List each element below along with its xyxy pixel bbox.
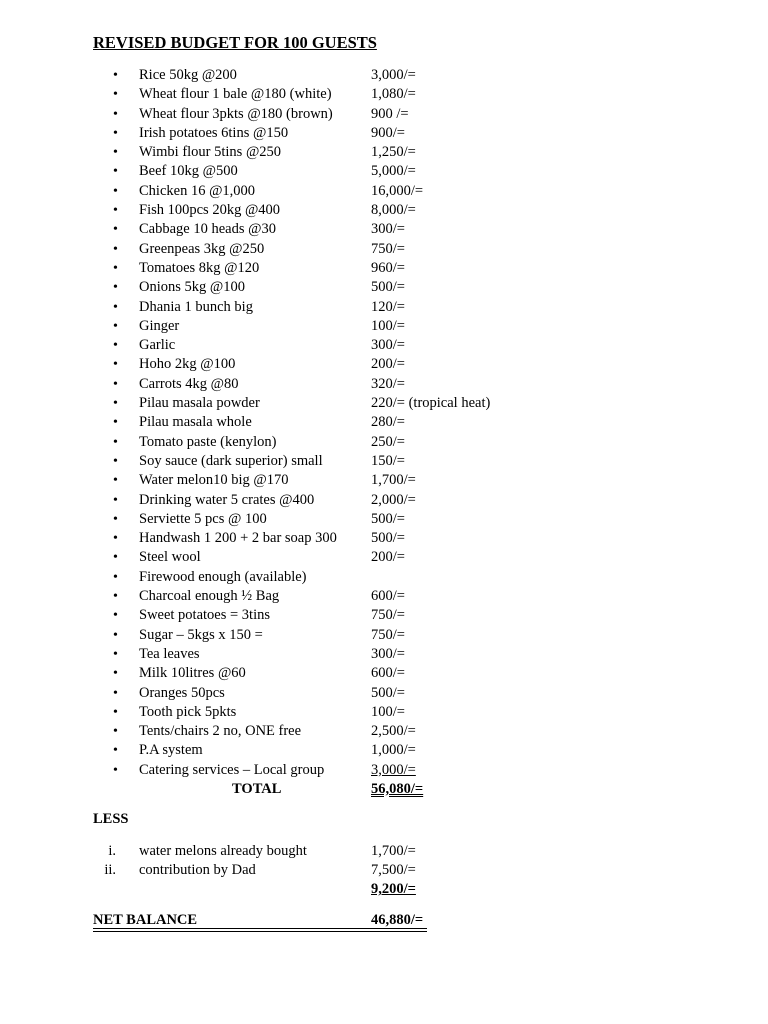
bullet-icon: •: [113, 203, 118, 219]
total-label: TOTAL: [232, 780, 282, 797]
budget-item-row: [0, 664, 768, 683]
budget-item-row: [0, 703, 768, 722]
budget-item-row: [0, 375, 768, 394]
deductions-subtotal: 9,200/=: [371, 881, 416, 897]
item-label: Ginger: [139, 317, 180, 334]
bullet-icon: •: [113, 531, 118, 547]
budget-item-row: [0, 124, 768, 143]
deductions-list: [0, 842, 768, 881]
item-amount: 600/=: [371, 588, 405, 605]
budget-item-row: [0, 220, 768, 239]
bullet-icon: •: [113, 434, 118, 450]
budget-item-row: [0, 240, 768, 259]
deduction-label: contribution by Dad: [139, 862, 256, 879]
item-label: Sugar – 5kgs x 150 =: [139, 626, 263, 643]
total-amount: 56,080/=: [371, 780, 424, 797]
budget-item-row: [0, 355, 768, 374]
item-label: Wheat flour 1 bale @180 (white): [139, 86, 332, 103]
total-row: [0, 780, 768, 799]
bullet-icon: •: [113, 145, 118, 161]
item-amount: 280/=: [371, 414, 405, 431]
item-label: Onions 5kg @100: [139, 279, 245, 296]
budget-item-row: [0, 433, 768, 452]
bullet-icon: •: [113, 511, 118, 527]
deduction-label: water melons already bought: [139, 843, 307, 859]
budget-item-list: [0, 66, 768, 799]
item-label: Garlic: [139, 337, 176, 354]
bullet-icon: •: [113, 260, 118, 276]
item-label: Firewood enough (available): [139, 568, 307, 585]
item-label: Oranges 50pcs: [139, 684, 225, 701]
bullet-icon: •: [113, 569, 118, 585]
item-label: Tents/chairs 2 no, ONE free: [139, 723, 302, 740]
bullet-icon: •: [113, 704, 118, 720]
budget-item-row: [0, 761, 768, 780]
budget-item-row: [0, 336, 768, 355]
bullet-icon: •: [113, 87, 118, 103]
item-amount: 100/=: [371, 703, 405, 720]
budget-item-row: [0, 143, 768, 162]
document-title: REVISED BUDGET FOR 100 GUESTS: [93, 33, 377, 52]
bullet-icon: •: [113, 666, 118, 682]
item-amount: 3,000/=: [371, 761, 416, 778]
bullet-icon: •: [113, 338, 118, 354]
item-label: Tomato paste (kenylon): [139, 433, 277, 450]
item-amount: 16,000/=: [371, 182, 424, 199]
bullet-icon: •: [113, 743, 118, 759]
bullet-icon: •: [113, 68, 118, 83]
item-amount: 750/=: [371, 240, 405, 257]
item-label: Pilau masala powder: [139, 395, 260, 412]
net-balance-label: NET BALANCE: [93, 912, 198, 928]
budget-item-row: [0, 182, 768, 201]
item-amount: 300/=: [371, 337, 405, 354]
budget-item-row: [0, 626, 768, 645]
budget-item-row: [0, 413, 768, 432]
item-amount: 1,000/=: [371, 742, 416, 759]
budget-item-row: [0, 529, 768, 548]
item-label: Catering services – Local group: [139, 761, 325, 778]
bullet-icon: •: [113, 492, 118, 508]
item-label: Soy sauce (dark superior) small: [139, 452, 323, 469]
bullet-icon: •: [113, 222, 118, 238]
item-label: Hoho 2kg @100: [139, 356, 236, 373]
item-label: Dhania 1 bunch big: [139, 298, 253, 315]
bullet-icon: •: [113, 280, 118, 296]
budget-item-row: [0, 568, 768, 587]
bullet-icon: •: [113, 550, 118, 566]
item-label: Handwash 1 200 + 2 bar soap 300: [139, 530, 337, 547]
bullet-icon: •: [113, 589, 118, 605]
budget-item-row: [0, 394, 768, 413]
item-amount: 500/=: [371, 510, 405, 527]
item-amount: 200/=: [371, 356, 405, 373]
item-amount: 320/=: [371, 375, 405, 392]
item-amount: 960/=: [371, 259, 405, 276]
item-amount: 150/=: [371, 452, 405, 469]
item-label: Pilau masala whole: [139, 414, 252, 431]
item-label: Rice 50kg @200: [139, 67, 237, 83]
item-amount: 200/=: [371, 549, 405, 566]
budget-item-row: [0, 317, 768, 336]
item-label: Beef 10kg @500: [139, 163, 238, 180]
item-amount: 3,000/=: [371, 67, 416, 83]
budget-item-row: [0, 85, 768, 104]
item-amount: 500/=: [371, 530, 405, 547]
item-label: Charcoal enough ½ Bag: [139, 588, 280, 605]
item-amount: 300/=: [371, 645, 405, 662]
bullet-icon: •: [113, 299, 118, 315]
item-label: Steel wool: [139, 549, 201, 566]
item-label: Drinking water 5 crates @400: [139, 491, 315, 508]
budget-item-row: [0, 298, 768, 317]
item-label: Tomatoes 8kg @120: [139, 259, 260, 276]
bullet-icon: •: [113, 685, 118, 701]
bullet-icon: •: [113, 453, 118, 469]
deduction-amount: 1,700/=: [371, 843, 416, 859]
budget-item-row: [0, 201, 768, 220]
bullet-icon: •: [113, 646, 118, 662]
item-amount: 8,000/=: [371, 202, 416, 219]
bullet-icon: •: [113, 183, 118, 199]
bullet-icon: •: [113, 125, 118, 141]
budget-item-row: [0, 278, 768, 297]
item-label: Water melon10 big @170: [139, 472, 289, 489]
budget-item-row: [0, 66, 768, 85]
item-label: Greenpeas 3kg @250: [139, 240, 265, 257]
bullet-icon: •: [113, 627, 118, 643]
deduction-numeral: i.: [108, 843, 116, 859]
item-amount: 300/=: [371, 221, 405, 238]
bullet-icon: •: [113, 357, 118, 373]
item-label: Tooth pick 5pkts: [139, 703, 237, 720]
budget-item-row: [0, 162, 768, 181]
budget-item-row: [0, 510, 768, 529]
less-heading: LESS: [93, 811, 129, 827]
budget-item-row: [0, 259, 768, 278]
item-label: Chicken 16 @1,000: [139, 182, 256, 199]
bullet-icon: •: [113, 376, 118, 392]
net-balance-underline: [93, 928, 427, 929]
bullet-icon: •: [113, 241, 118, 257]
budget-item-row: [0, 606, 768, 625]
budget-item-row: [0, 105, 768, 124]
item-amount: 900 /=: [371, 105, 409, 122]
item-label: Sweet potatoes = 3tins: [139, 607, 271, 624]
deduction-row: [0, 842, 768, 861]
item-amount: 1,250/=: [371, 144, 416, 161]
bullet-icon: •: [113, 415, 118, 431]
item-label: P.A system: [139, 742, 203, 759]
item-amount: 500/=: [371, 684, 405, 701]
item-amount: 500/=: [371, 279, 405, 296]
item-amount: 750/=: [371, 626, 405, 643]
item-label: Serviette 5 pcs @ 100: [139, 510, 267, 527]
item-label: Cabbage 10 heads @30: [139, 221, 276, 238]
budget-item-row: [0, 491, 768, 510]
budget-item-row: [0, 741, 768, 760]
net-balance-underline: [93, 931, 427, 932]
bullet-icon: •: [113, 396, 118, 412]
item-label: Wheat flour 3pkts @180 (brown): [139, 105, 333, 122]
bullet-icon: •: [113, 724, 118, 740]
item-amount: 900/=: [371, 124, 405, 141]
item-amount: 1,700/=: [371, 472, 416, 489]
bullet-icon: •: [113, 473, 118, 489]
item-amount: 250/=: [371, 433, 405, 450]
budget-item-row: [0, 471, 768, 490]
budget-item-row: [0, 452, 768, 471]
item-label: Carrots 4kg @80: [139, 375, 239, 392]
item-amount: 220/= (tropical heat): [371, 395, 491, 412]
budget-item-row: [0, 645, 768, 664]
item-amount: 600/=: [371, 665, 405, 682]
item-amount: 120/=: [371, 298, 405, 315]
budget-item-row: [0, 587, 768, 606]
deduction-row: [0, 861, 768, 880]
budget-item-row: [0, 722, 768, 741]
net-balance-amount: 46,880/=: [371, 912, 424, 928]
item-amount: 1,080/=: [371, 86, 416, 103]
bullet-icon: •: [113, 318, 118, 334]
item-amount: 100/=: [371, 317, 405, 334]
budget-item-row: [0, 684, 768, 703]
item-label: Irish potatoes 6tins @150: [139, 124, 289, 141]
budget-item-row: [0, 548, 768, 567]
item-amount: 2,500/=: [371, 723, 416, 740]
bullet-icon: •: [113, 762, 118, 778]
item-amount: 5,000/=: [371, 163, 416, 180]
bullet-icon: •: [113, 164, 118, 180]
item-label: Fish 100pcs 20kg @400: [139, 202, 281, 219]
item-amount: 750/=: [371, 607, 405, 624]
item-label: Tea leaves: [139, 645, 200, 662]
deduction-amount: 7,500/=: [371, 862, 416, 879]
bullet-icon: •: [113, 608, 118, 624]
item-label: Milk 10litres @60: [139, 665, 246, 682]
deduction-numeral: ii.: [104, 862, 116, 879]
item-amount: 2,000/=: [371, 491, 416, 508]
bullet-icon: •: [113, 106, 118, 122]
item-label: Wimbi flour 5tins @250: [139, 144, 282, 161]
